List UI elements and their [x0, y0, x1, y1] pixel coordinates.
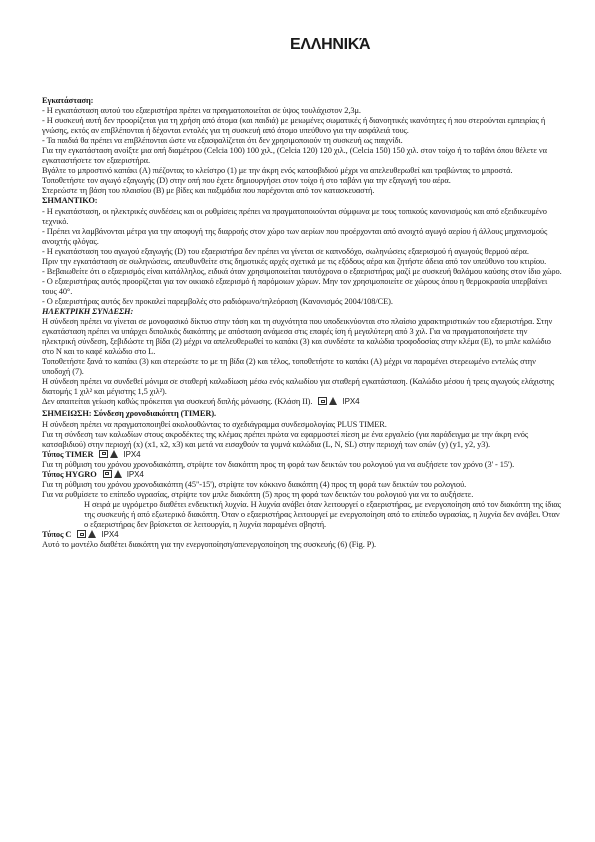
important-p5: - Βεβαιωθείτε ότι ο εξαερισμός είναι κατάλληλος, ειδικά όταν χρησιμοποιείται ταυτόχρονα ο εξαεριστήρας μαζί με συσκευή θαλάμου καύσης στον ίδιο χώρο. — [42, 266, 562, 276]
type-hygro-line — [42, 470, 562, 480]
electrical-p2: Τοποθετήστε ξανά το καπάκι (3) και στερεώστε το με τη βίδα (2) και τέλος, τοποθετήστε το καπάκι (A) μέχρι να παραμένει στερεωμένο εντελώς στην υποδοχή (7). — [42, 357, 536, 377]
important-p3: - Η εγκατάσταση του αγωγού εξαγωγής (D) του εξαεριστήρα δεν πρέπει να γίνεται σε καπνοδόχο, σωληνώσεις εξαερισμού ή αγωγούς θερμού αέρα. — [42, 246, 529, 256]
installation-heading: Εγκατάσταση: — [42, 96, 94, 105]
language-heading: ΕΛΛΗΝΙΚΆ — [290, 36, 371, 53]
important-p2: - Πρέπει να λαμβάνονται μέτρα για την αποφυγή της διαρροής στον χώρο των αερίων που προέρχονται από ανοιχτό αγωγό αερίου ή άλλους μηχανισμούς ανοιχτής φλόγας. — [42, 226, 548, 246]
type-hygro-label: Τύπος HYGRO — [42, 469, 97, 479]
timer-note-p2: Για τη σύνδεση των καλωδίων στους ακροδέκτες της κλέμας πρέπει πρώτα να εφαρμοστεί πίεση με ένα εργαλείο (για παράδειγμα με την άκρη ενός κατσαβιδιού) στην περιοχή (x) (x1, x2, x3) και μετά να εισαχθούν τα γυμνά καλώδια (L, N, SL) στην περιοχή των οπών (y) (y1, y2, y3). — [42, 429, 529, 449]
installation-p7: Στερεώστε τη βάση του πλαισίου (B) με βίδες και παξιμάδια που παρέχονται από τον κατασκευαστή. — [42, 186, 375, 196]
electrical-ip-rating: IPX4 — [342, 397, 360, 407]
important-p4: Πριν την εγκατάσταση σε σωληνώσεις, απευθυνθείτε στις δημοτικές αρχές σχετικά με τις εξόδους αέρα και ζητήστε άδεια από τον υπεύθυνο του κτιρίου. — [42, 256, 547, 266]
type-timer-label: Τύπος TIMER — [42, 449, 94, 459]
important-p1: - Η εγκατάσταση, οι ηλεκτρικές συνδέσεις και οι ρυθμίσεις πρέπει να πραγματοποιούνται σύμφωνα με τους τοπικούς κανονισμούς και από εξειδικευμένο τεχνικό. — [42, 206, 547, 226]
type-hygro-p3: Η σειρά με υγρόμετρο διαθέτει ενδεικτική λυχνία. Η λυχνία ανάβει όταν λειτουργεί ο εξαεριστήρας, με ενεργοποίηση από τον διακόπτη της ίδιας της συσκευής ή από εξωτερικό διακόπτη. Όταν ο εξαεριστήρας λειτουργεί με ενεργοποίηση από το επίπεδο υγρασίας, η λυχνία δεν ανάβει. Όταν ο εξαεριστήρας δεν βρίσκεται σε λειτουργία, η λυχνία παραμένει σβηστή. — [84, 499, 561, 529]
type-timer-line — [42, 450, 562, 460]
type-c-label: Τύπος C — [42, 530, 72, 540]
important-p7: - Ο εξαεριστήρας αυτός δεν προκαλεί παρεμβολές στο ραδιόφωνο/τηλεόραση (Κανονισμός 2004/108/CE). — [42, 296, 393, 306]
type-c-line — [42, 530, 562, 540]
warning-icon — [110, 450, 118, 458]
electrical-p4: Δεν απαιτείται γείωση καθώς πρόκειται για συσκευή διπλής μόνωσης. (Κλάση II). — [42, 397, 313, 407]
double-insulation-icon — [99, 450, 108, 458]
type-hygro-p1: Για τη ρύθμιση του χρόνου χρονοδιακόπτη (45"-15'), στρίψτε τον κόκκινο διακόπτη (4) προς τη φορά των δεικτών του ρολογιού. — [42, 479, 467, 489]
electrical-p1: Η σύνδεση πρέπει να γίνεται σε μονοφασικό δίκτυο στην τάση και τη συχνότητα που υποδεικνύονται στο πλαίσιο χαρακτηριστικών του εξαεριστήρα. Στην εγκατάσταση πρέπει να υπάρχει διπολικός διακόπτης με απόσταση ανάμεσα στις επαφές ίση ή μεγαλύτερη από 3 χιλ. Για να πραγματοποιήσετε την ηλεκτρική σύνδεση, ξεβιδώστε τη βίδα (2) μέχρι να απελευθερωθεί το καπάκι (3) και συνδέστε τα καλώδια τροφοδοσίας στην κλέμα (E), το μπλε καλώδιο στο N και το καφέ καλώδιο στο L. — [42, 317, 553, 357]
electrical-p4-line — [42, 397, 562, 407]
double-insulation-icon — [77, 530, 86, 538]
installation-p2: - Η συσκευή αυτή δεν προορίζεται για τη χρήση από άτομα (και παιδιά) με μειωμένες σωματικές ή διανοητικές ικανότητες ή που στερούνται εμπειρίας ή γνώσης, εκτός αν επιβλέπονται ή δέχονται εντολές για τη συσκευή από άτομο υπεύθυνο για την ασφάλειά τους. — [42, 116, 546, 136]
installation-p6: Τοποθετήστε τον αγωγό εξαγωγής (D) στην οπή που έχετε δημιουργήσει στον τοίχο ή στο ταβάνι για την εξαγωγή του αέρα. — [42, 176, 451, 186]
installation-p3: - Τα παιδιά θα πρέπει να επιβλέπονται ώστε να εξασφαλίζεται ότι δεν χρησιμοποιούν τη συσκευή ως παιχνίδι. — [42, 136, 403, 146]
timer-note-heading: ΣΗΜΕΙΩΣΗ: Σύνδεση χρονοδιακόπτη (TIMER). — [42, 409, 217, 419]
type-c-ip: IPX4 — [101, 530, 119, 540]
type-hygro-p2: Για να ρυθμίσετε το επίπεδο υγρασίας, στρίψτε τον μπλε διακόπτη (5) προς τη φορά των δεικτών του ρολογιού για να το αυξήσετε. — [42, 489, 474, 499]
warning-icon — [88, 530, 96, 538]
installation-p5: Βγάλτε το μπροστινό καπάκι (A) πιέζοντας το κλείστρο (1) με την άκρη ενός κατσαβιδιού μέχρι να απελευθερωθεί και τραβώντας το μπροστά. — [42, 166, 513, 176]
document-body — [42, 96, 562, 550]
timer-note-p1: Η σύνδεση πρέπει να πραγματοποιηθεί ακολουθώντας το σχεδιάγραμμα συνδεσμολογίας PLUS TIMER. — [42, 419, 387, 429]
electrical-p3: Η σύνδεση πρέπει να συνδεθεί μόνιμα σε σταθερή καλωδίωση μέσω ενός καλωδίου για σταθερή εγκατάσταση. (Καλώδιο μέσου ή τρεις αγωγούς ελάχιστης διατομής 1 χιλ² και μέγιστης 1,5 χιλ²). — [42, 377, 555, 397]
type-hygro-ip: IPX4 — [126, 469, 144, 479]
warning-icon — [329, 397, 337, 405]
type-timer-ip: IPX4 — [123, 449, 141, 459]
warning-icon — [114, 470, 122, 478]
double-insulation-icon — [103, 470, 112, 478]
important-heading: ΣΗΜΑΝΤΙΚΟ: — [42, 196, 98, 206]
installation-p1: - Η εγκατάσταση αυτού του εξαεριστήρα πρέπει να πραγματοποιείται σε ύψος τουλάχιστον 2,3μ. — [42, 106, 361, 116]
installation-p4: Για την εγκατάσταση ανοίξτε μια οπή διαμέτρου (Celcia 100) 100 χιλ., (Celcia 120) 120 χιλ., (Celcia 150) 150 χιλ. στον τοίχο ή το ταβάνι όπου θέλετε να εγκαταστήσετε τον εξαεριστήρα. — [42, 146, 547, 166]
type-timer-p1: Για τη ρύθμιση του χρόνου χρονοδιακόπτη, στρίψτε τον διακόπτη προς τη φορά των δεικτών του ρολογιού για να αυξήσετε τον χρόνο (3' - 15'). — [42, 459, 515, 469]
important-p6: - Ο εξαεριστήρας αυτός προορίζεται για τον οικιακό εξαερισμό ή παρόμοιων χώρων. Μην τον χρησιμοποιείτε σε χώρους όπου η θερμοκρασία υπερβαίνει τους 40°. — [42, 276, 548, 296]
electrical-heading: ΗΛΕΚΤΡΙΚΗ ΣΥΝΔΕΣΗ: — [42, 306, 134, 316]
double-insulation-icon — [318, 397, 327, 405]
type-c-p1: Αυτό το μοντέλο διαθέτει διακόπτη για την ενεργοποίηση/απενεργοποίηση της συσκευής (6) (Fig. P). — [42, 540, 377, 550]
